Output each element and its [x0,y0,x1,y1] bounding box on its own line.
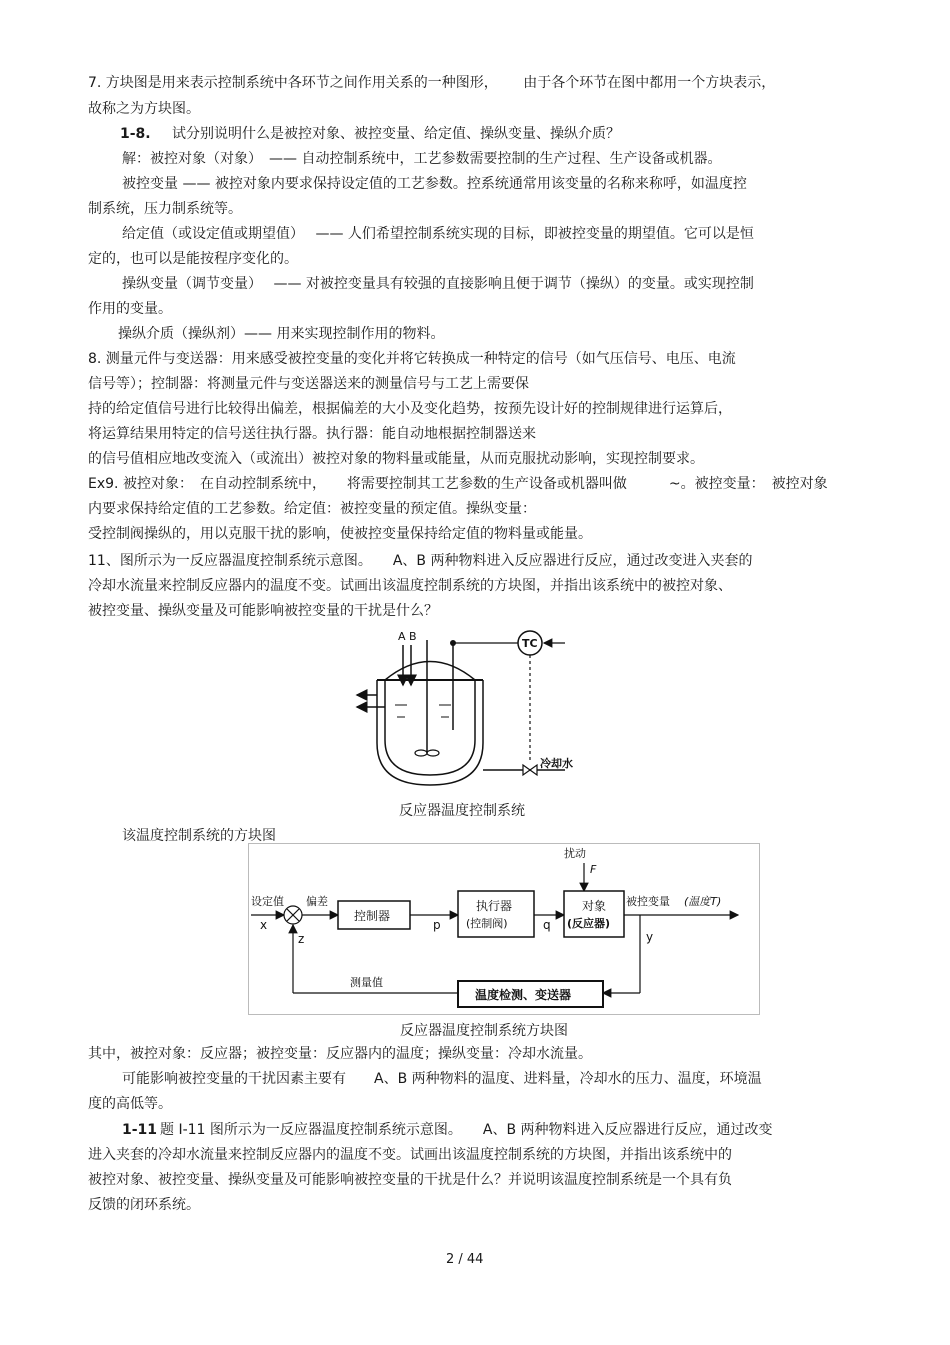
question-number: 1-11 [122,1122,158,1138]
ab-label: A B [398,630,417,643]
text-line: 操纵变量（调节变量） —— 对被控变量具有较强的直接影响且便于调节（操纵）的变量。或实现控制 [122,276,754,292]
text-line: 给定值（或设定值或期望值） —— 人们希望控制系统实现的目标，即被控变量的期望值。它可以是恒 [122,226,754,242]
text-line: 被控对象、被控变量、操纵变量及可能影响被控变量的干扰是什么？并说明该温度控制系统是一个具有负 [88,1172,732,1188]
block-diagram [248,843,760,1015]
temperature-label: (温度T) [684,895,722,908]
block-diagram-caption: 反应器温度控制系统方块图 [400,1023,568,1039]
text-line: 度的高低等。 [88,1096,172,1112]
text-line: Ex9. 被控对象： 在自动控制系统中， 将需要控制其工艺参数的生产设备或机器叫做 ~。被控变量： 被控对象 [88,476,828,492]
text-line: 7. 方块图是用来表示控制系统中各环节之间作用关系的一种图形， 由于各个环节在图中都用一个方块表示， [88,75,776,91]
text-line: 定的，也可以是能按程序变化的。 [88,251,298,267]
y-label: y [646,930,654,944]
text-line: 8. 测量元件与变送器：用来感受被控变量的变化并将它转换成一种特定的信号（如气压信号、电压、电流 [88,351,736,367]
sensor-label: 温度检测、变送器 [475,988,572,1002]
text-line: 信号等）；控制器：将测量元件与变送器送来的测量信号与工艺上需要保 [88,376,529,392]
object-label: 对象 [582,899,607,913]
setpoint-label: 设定值 [251,895,284,908]
text-line: 题 I-11 图所示为一反应器温度控制系统示意图。 A、B 两种物料进入反应器进行反应，通过改变 [160,1122,773,1138]
text-line: 制系统，压力制系统等。 [88,201,242,217]
question-number: 1-8. [120,126,151,142]
text-line: 被控变量、操纵变量及可能影响被控变量的干扰是什么？ [88,603,438,619]
text-line: 作用的变量。 [88,301,172,317]
x-label: x [260,918,268,932]
q-label: q [543,918,551,932]
text-line: 11、图所示为一反应器温度控制系统示意图。 A、B 两种物料进入反应器进行反应，通过改变进入夹套的 [88,553,753,569]
disturbance-label: 扰动 [564,847,586,860]
measured-value-label: 测量值 [350,976,383,989]
error-label: 偏差 [306,895,328,908]
text-line: 受控制阀操纵的，用以克服干扰的影响，使被控变量保持给定值的物料量或能量。 [88,526,592,542]
controller-label: 控制器 [354,909,391,923]
block-diagram-intro: 该温度控制系统的方块图 [122,828,276,844]
text-line: 反馈的闭环系统。 [88,1197,200,1213]
actuator-label: 执行器 [476,899,513,913]
text-line: 可能影响被控变量的干扰因素主要有 A、B 两种物料的温度、进料量，冷却水的压力、温度，环境温 [122,1071,762,1087]
text-line: 故称之为方块图。 [88,101,200,117]
page-number: 2 / 44 [446,1252,484,1267]
text-line: 试分别说明什么是被控对象、被控变量、给定值、操纵变量、操纵介质？ [172,126,620,142]
text-line: 持的给定值信号进行比较得出偏差，根据偏差的大小及变化趋势，按预先设计好的控制规律进行运算后， [88,401,732,417]
text-line: 内要求保持给定值的工艺参数。给定值：被控变量的预定值。操纵变量： [88,501,536,517]
cooling-water-label: 冷却水 [540,757,573,770]
text-line: 的信号值相应地改变流入（或流出）被控对象的物料量或能量，从而克服扰动影响，实现控制要求。 [88,451,704,467]
text-line: 操纵介质（操纵剂）—— 用来实现控制作用的物料。 [118,326,445,342]
actuator-sub-label: (控制阀) [466,917,508,930]
text-line: 冷却水流量来控制反应器内的温度不变。试画出该温度控制系统的方块图，并指出该系统中的被控对象、 [88,578,732,594]
text-line: 进入夹套的冷却水流量来控制反应器内的温度不变。试画出该温度控制系统的方块图，并指出该系统中的 [88,1147,732,1163]
controlled-variable-label: 被控变量 [626,895,670,908]
z-label: z [298,932,305,946]
figure-caption: 反应器温度控制系统 [399,803,525,819]
reactor-diagram [355,625,585,790]
text-line: 其中，被控对象：反应器；被控变量：反应器内的温度；操纵变量：冷却水流量。 [88,1046,592,1062]
text-line: 解：被控对象（对象） —— 自动控制系统中，工艺参数需要控制的生产过程、生产设备或机器。 [122,151,722,167]
text-line: 将运算结果用特定的信号送往执行器。执行器：能自动地根据控制器送来 [88,426,536,442]
p-label: p [433,918,441,932]
object-sub-label: (反应器) [567,917,611,930]
tc-label: TC [522,637,538,650]
f-label: F [590,863,597,876]
text-line: 被控变量 —— 被控对象内要求保持设定值的工艺参数。控系统通常用该变量的名称来称呼，如温度控 [122,176,747,192]
